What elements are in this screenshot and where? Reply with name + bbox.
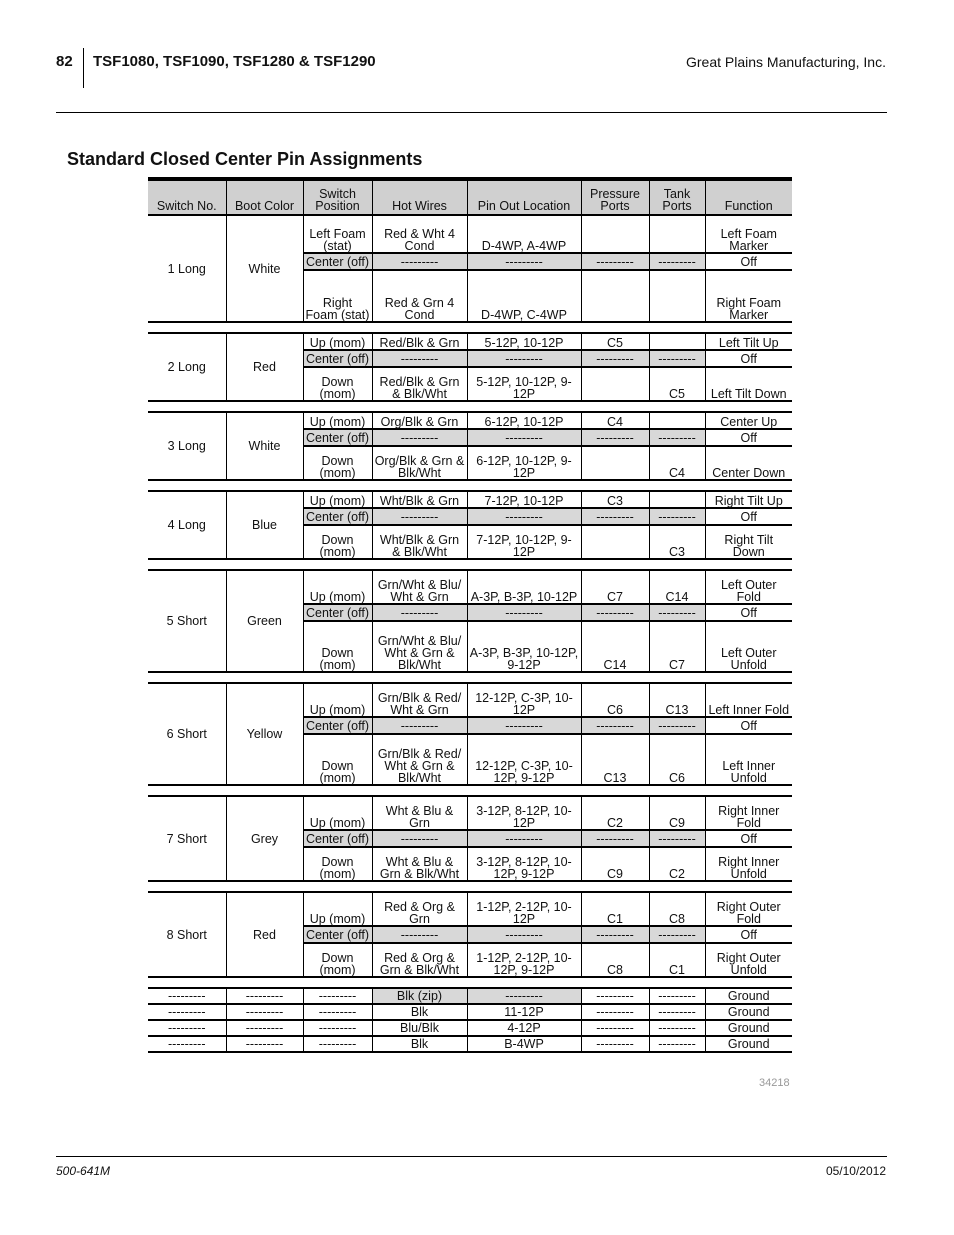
cell-tank: C6 [649, 734, 705, 785]
cell-pins: --------- [467, 350, 581, 367]
cell-func: Left Tilt Up [705, 333, 792, 350]
cell-wires: Wht/Blk & Grn [372, 491, 467, 508]
cell-pins: --------- [467, 508, 581, 525]
cell-pins: 7-12P, 10-12P, 9-12P [467, 525, 581, 559]
doc-number: 500-641M [56, 1164, 111, 1178]
cell-pins: B-4WP [467, 1036, 581, 1052]
cell-wires: Org/Blk & Grn [372, 412, 467, 429]
cell-wires: --------- [372, 830, 467, 847]
cell-tank [649, 270, 705, 322]
cell-pos: Center (off) [303, 717, 372, 734]
cell-func: Left Inner Fold [705, 683, 792, 717]
boot-color: Green [226, 570, 303, 672]
cell-tank: --------- [649, 253, 705, 270]
cell-wires: --------- [372, 717, 467, 734]
cell-tank: C7 [649, 621, 705, 672]
cell-func: Left Tilt Down [705, 367, 792, 401]
col-pressure-ports: Pressure Ports [581, 179, 649, 215]
cell-pins: --------- [467, 604, 581, 621]
cell-pressure [581, 525, 649, 559]
switch-number: 5 Short [148, 570, 226, 672]
cell-tank: C2 [649, 847, 705, 881]
cell-pressure [581, 367, 649, 401]
cell-pressure: C4 [581, 412, 649, 429]
cell-pins: --------- [467, 429, 581, 446]
cell-wires: Red & Wht 4 Cond [372, 215, 467, 253]
cell-func: Ground [705, 1020, 792, 1036]
cell-pressure [581, 446, 649, 480]
cell-func: Left Foam Marker [705, 215, 792, 253]
cell-tank: --------- [649, 508, 705, 525]
figure-id: 34218 [759, 1077, 790, 1089]
cell-tank: --------- [649, 1004, 705, 1020]
cell-func: Right Tilt Up [705, 491, 792, 508]
cell-wires: Red/Blk & Grn [372, 333, 467, 350]
cell-tank: C13 [649, 683, 705, 717]
cell-pins: 1-12P, 2-12P, 10-12P, 9-12P [467, 943, 581, 977]
col-switch-position: Switch Position [303, 179, 372, 215]
cell-switch: --------- [148, 988, 226, 1004]
col-pin-out: Pin Out Location [467, 179, 581, 215]
cell-wires: Wht & Blu & Grn [372, 796, 467, 830]
group-spacer [148, 401, 792, 412]
cell-pressure: --------- [581, 350, 649, 367]
cell-tank [649, 412, 705, 429]
cell-wires: Blk (zip) [372, 988, 467, 1004]
cell-pos: Up (mom) [303, 491, 372, 508]
cell-pins: 12-12P, C-3P, 10-12P [467, 683, 581, 717]
cell-func: Right Foam Marker [705, 270, 792, 322]
cell-func: Off [705, 253, 792, 270]
cell-func: Right Inner Fold [705, 796, 792, 830]
cell-wires: Grn/Blk & Red/ Wht & Grn [372, 683, 467, 717]
cell-tank: --------- [649, 988, 705, 1004]
cell-pins: A-3P, B-3P, 10-12P [467, 570, 581, 604]
cell-wires: --------- [372, 508, 467, 525]
cell-boot: --------- [226, 1004, 303, 1020]
cell-tank: C5 [649, 367, 705, 401]
cell-pins: 12-12P, C-3P, 10-12P, 9-12P [467, 734, 581, 785]
cell-pressure: C7 [581, 570, 649, 604]
cell-func: Center Down [705, 446, 792, 480]
cell-func: Right Outer Unfold [705, 943, 792, 977]
cell-func: Off [705, 508, 792, 525]
table-row [148, 570, 792, 604]
cell-pos: Center (off) [303, 253, 372, 270]
cell-wires: --------- [372, 604, 467, 621]
boot-color: Red [226, 892, 303, 977]
cell-switch: --------- [148, 1004, 226, 1020]
cell-pos: Down (mom) [303, 367, 372, 401]
cell-func: Left Outer Fold [705, 570, 792, 604]
cell-pressure: --------- [581, 1004, 649, 1020]
group-spacer [148, 322, 792, 333]
cell-pins: D-4WP, A-4WP [467, 215, 581, 253]
group-spacer [148, 480, 792, 491]
cell-pins: D-4WP, C-4WP [467, 270, 581, 322]
cell-pressure: C6 [581, 683, 649, 717]
cell-tank [649, 333, 705, 350]
cell-pins: --------- [467, 253, 581, 270]
table-row [148, 1020, 792, 1036]
cell-pos: Center (off) [303, 350, 372, 367]
cell-pos: Up (mom) [303, 892, 372, 926]
table-row [148, 683, 792, 717]
cell-tank: C9 [649, 796, 705, 830]
table-row [148, 412, 792, 429]
cell-wires: --------- [372, 350, 467, 367]
cell-pins: 5-12P, 10-12P, 9-12P [467, 367, 581, 401]
cell-pos: Right Foam (stat) [303, 270, 372, 322]
cell-pos: Up (mom) [303, 683, 372, 717]
boot-color: White [226, 412, 303, 480]
cell-pins: A-3P, B-3P, 10-12P, 9-12P [467, 621, 581, 672]
cell-wires: --------- [372, 253, 467, 270]
cell-pressure: --------- [581, 717, 649, 734]
table-row [148, 1004, 792, 1020]
cell-func: Center Up [705, 412, 792, 429]
cell-pos: Center (off) [303, 604, 372, 621]
cell-pos: Up (mom) [303, 412, 372, 429]
cell-pos: Down (mom) [303, 847, 372, 881]
cell-wires: Grn/Wht & Blu/ Wht & Grn & Blk/Wht [372, 621, 467, 672]
group-spacer [148, 881, 792, 892]
cell-wires: --------- [372, 926, 467, 943]
cell-wires: Red & Grn 4 Cond [372, 270, 467, 322]
cell-pins: --------- [467, 988, 581, 1004]
cell-pressure: C2 [581, 796, 649, 830]
table-row [148, 491, 792, 508]
cell-func: Off [705, 429, 792, 446]
cell-pos: Down (mom) [303, 734, 372, 785]
cell-pos: Down (mom) [303, 943, 372, 977]
group-spacer [148, 559, 792, 570]
cell-pins: 7-12P, 10-12P [467, 491, 581, 508]
cell-func: Left Inner Unfold [705, 734, 792, 785]
cell-pressure: --------- [581, 830, 649, 847]
cell-pos: Center (off) [303, 429, 372, 446]
cell-boot: --------- [226, 1036, 303, 1052]
cell-wires: Blk [372, 1004, 467, 1020]
table-row [148, 988, 792, 1004]
cell-tank: --------- [649, 717, 705, 734]
cell-pressure: --------- [581, 1020, 649, 1036]
cell-wires: Blk [372, 1036, 467, 1052]
cell-pos: Down (mom) [303, 621, 372, 672]
cell-wires: Red & Org & Grn [372, 892, 467, 926]
cell-wires: Blu/Blk [372, 1020, 467, 1036]
cell-func: Ground [705, 1004, 792, 1020]
cell-tank: --------- [649, 350, 705, 367]
cell-wires: Wht/Blk & Grn & Blk/Wht [372, 525, 467, 559]
footer-rule [56, 1156, 887, 1157]
cell-pressure: C1 [581, 892, 649, 926]
table-header-row [148, 179, 792, 215]
cell-pressure: --------- [581, 1036, 649, 1052]
switch-number: 8 Short [148, 892, 226, 977]
boot-color: White [226, 215, 303, 322]
cell-pos: Up (mom) [303, 796, 372, 830]
cell-func: Off [705, 350, 792, 367]
cell-pins: 6-12P, 10-12P [467, 412, 581, 429]
cell-wires: Grn/Blk & Red/ Wht & Grn & Blk/Wht [372, 734, 467, 785]
cell-tank: C4 [649, 446, 705, 480]
boot-color: Grey [226, 796, 303, 881]
boot-color: Blue [226, 491, 303, 559]
switch-number: 2 Long [148, 333, 226, 401]
cell-boot: --------- [226, 1020, 303, 1036]
cell-pos: Up (mom) [303, 570, 372, 604]
pin-assignment-table [148, 177, 792, 1053]
cell-tank: --------- [649, 926, 705, 943]
cell-pos: --------- [303, 1004, 372, 1020]
cell-pressure: C5 [581, 333, 649, 350]
cell-func: Ground [705, 988, 792, 1004]
cell-pressure [581, 215, 649, 253]
cell-pressure: C8 [581, 943, 649, 977]
table-row [148, 892, 792, 926]
cell-pos: Left Foam (stat) [303, 215, 372, 253]
cell-func: Right Inner Unfold [705, 847, 792, 881]
page-number: 82 [56, 53, 73, 70]
cell-wires: Org/Blk & Grn & Blk/Wht [372, 446, 467, 480]
switch-number: 1 Long [148, 215, 226, 322]
cell-wires: Grn/Wht & Blu/ Wht & Grn [372, 570, 467, 604]
cell-tank: --------- [649, 1020, 705, 1036]
cell-tank [649, 491, 705, 508]
table-row [148, 215, 792, 253]
cell-func: Off [705, 926, 792, 943]
cell-switch: --------- [148, 1036, 226, 1052]
cell-wires: Wht & Blu & Grn & Blk/Wht [372, 847, 467, 881]
cell-pins: 6-12P, 10-12P, 9-12P [467, 446, 581, 480]
cell-pins: --------- [467, 926, 581, 943]
header-rule [56, 112, 887, 113]
group-spacer [148, 785, 792, 796]
cell-pins: --------- [467, 717, 581, 734]
cell-func: Off [705, 604, 792, 621]
col-boot-color: Boot Color [226, 179, 303, 215]
cell-pressure: --------- [581, 988, 649, 1004]
cell-pressure: C3 [581, 491, 649, 508]
cell-pins: --------- [467, 830, 581, 847]
cell-func: Left Outer Unfold [705, 621, 792, 672]
cell-pos: Center (off) [303, 926, 372, 943]
cell-pressure: --------- [581, 508, 649, 525]
cell-func: Right Tilt Down [705, 525, 792, 559]
cell-pos: Center (off) [303, 830, 372, 847]
col-switch-no: Switch No. [148, 179, 226, 215]
cell-wires: Red/Blk & Grn & Blk/Wht [372, 367, 467, 401]
cell-pressure [581, 270, 649, 322]
boot-color: Red [226, 333, 303, 401]
switch-number: 6 Short [148, 683, 226, 785]
cell-pos: --------- [303, 1020, 372, 1036]
cell-pos: --------- [303, 1036, 372, 1052]
cell-pos: --------- [303, 988, 372, 1004]
cell-tank: --------- [649, 1036, 705, 1052]
cell-func: Right Outer Fold [705, 892, 792, 926]
switch-number: 7 Short [148, 796, 226, 881]
document-title: TSF1080, TSF1090, TSF1280 & TSF1290 [93, 53, 376, 70]
cell-tank: --------- [649, 604, 705, 621]
cell-tank: C8 [649, 892, 705, 926]
cell-tank: C3 [649, 525, 705, 559]
cell-pins: 5-12P, 10-12P [467, 333, 581, 350]
boot-color: Yellow [226, 683, 303, 785]
group-spacer [148, 672, 792, 683]
cell-pressure: --------- [581, 926, 649, 943]
group-spacer [148, 977, 792, 988]
cell-pressure: --------- [581, 253, 649, 270]
col-hot-wires: Hot Wires [372, 179, 467, 215]
table-row [148, 796, 792, 830]
cell-pos: Up (mom) [303, 333, 372, 350]
table-row [148, 333, 792, 350]
cell-pins: 1-12P, 2-12P, 10-12P [467, 892, 581, 926]
switch-number: 3 Long [148, 412, 226, 480]
cell-pins: 11-12P [467, 1004, 581, 1020]
cell-pos: Down (mom) [303, 446, 372, 480]
cell-tank [649, 215, 705, 253]
doc-date: 05/10/2012 [825, 1164, 886, 1178]
cell-func: Off [705, 830, 792, 847]
cell-switch: --------- [148, 1020, 226, 1036]
cell-pressure: C14 [581, 621, 649, 672]
switch-number: 4 Long [148, 491, 226, 559]
header-divider [83, 48, 84, 88]
cell-boot: --------- [226, 988, 303, 1004]
cell-pressure: C9 [581, 847, 649, 881]
cell-tank: C1 [649, 943, 705, 977]
company-name: Great Plains Manufacturing, Inc. [686, 54, 886, 70]
cell-pins: 3-12P, 8-12P, 10-12P [467, 796, 581, 830]
col-function: Function [705, 179, 792, 215]
table-row [148, 1036, 792, 1052]
cell-wires: --------- [372, 429, 467, 446]
cell-pins: 3-12P, 8-12P, 10-12P, 9-12P [467, 847, 581, 881]
cell-pressure: --------- [581, 429, 649, 446]
cell-func: Ground [705, 1036, 792, 1052]
cell-func: Off [705, 717, 792, 734]
cell-wires: Red & Org & Grn & Blk/Wht [372, 943, 467, 977]
cell-pressure: C13 [581, 734, 649, 785]
cell-tank: C14 [649, 570, 705, 604]
cell-tank: --------- [649, 429, 705, 446]
col-tank-ports: Tank Ports [649, 179, 705, 215]
cell-pressure: --------- [581, 604, 649, 621]
cell-tank: --------- [649, 830, 705, 847]
cell-pos: Center (off) [303, 508, 372, 525]
cell-pos: Down (mom) [303, 525, 372, 559]
cell-pins: 4-12P [467, 1020, 581, 1036]
section-title: Standard Closed Center Pin Assignments [67, 149, 423, 169]
